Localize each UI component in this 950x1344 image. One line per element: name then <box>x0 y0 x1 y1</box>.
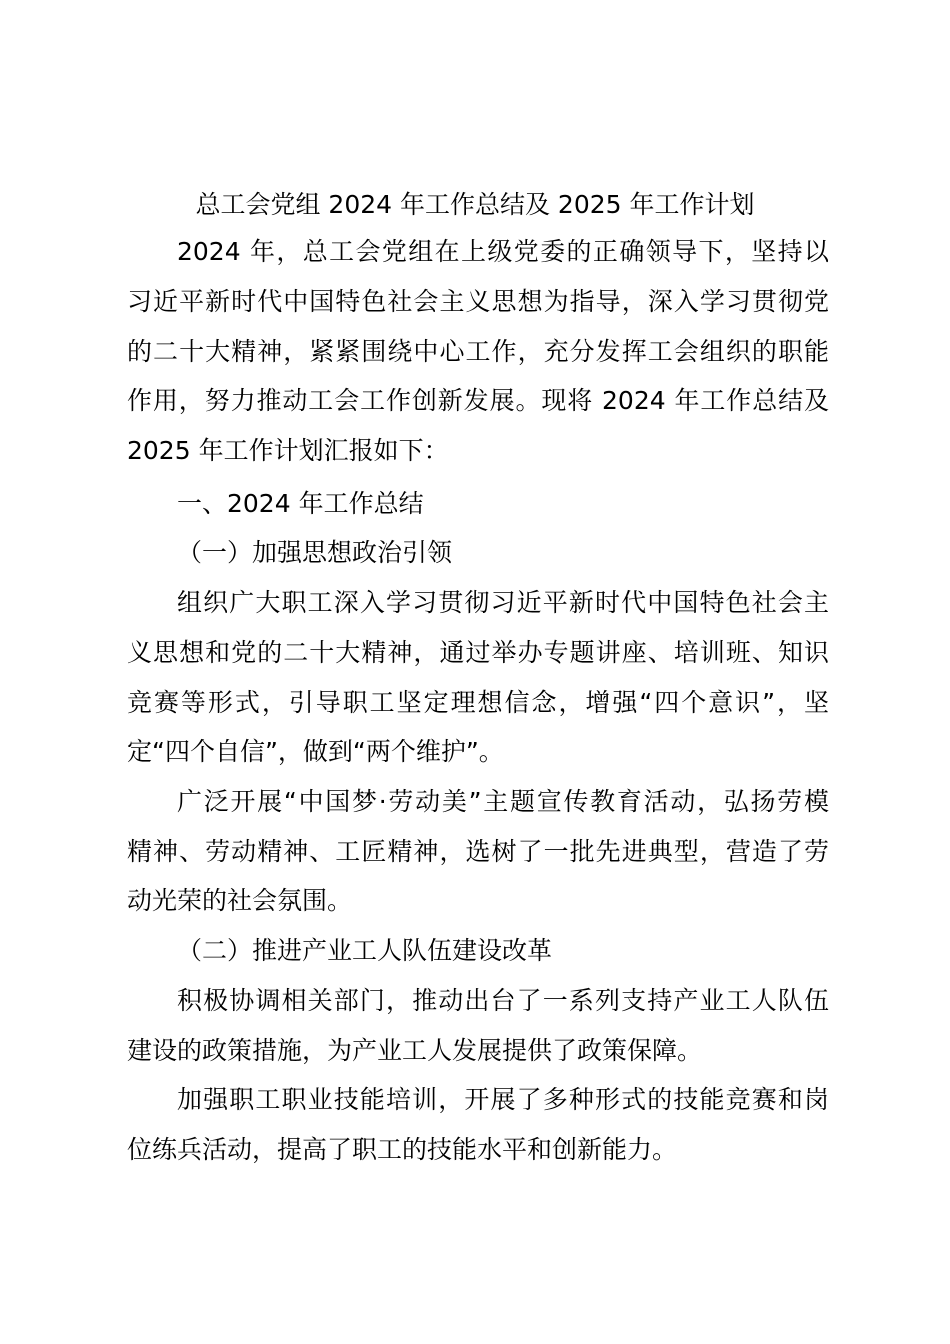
subsection-heading: （一）加强思想政治引领 <box>177 538 453 567</box>
paragraph-line: 动光荣的社会氛围。 <box>127 886 353 915</box>
intro-line: 的二十大精神，紧紧围绕中心工作，充分发挥工会组织的职能 <box>127 337 829 366</box>
paragraph-line: 建设的政策措施，为产业工人发展提供了政策保障。 <box>127 1036 703 1065</box>
paragraph-line: 精神、劳动精神、工匠精神，选树了一批先进典型，营造了劳 <box>127 837 829 866</box>
paragraph-line: 位练兵活动，提高了职工的技能水平和创新能力。 <box>127 1135 678 1164</box>
paragraph-line: 组织广大职工深入学习贯彻习近平新时代中国特色社会主 <box>177 588 829 617</box>
intro-line: 作用，努力推动工会工作创新发展。现将 2024 年工作总结及 <box>127 386 829 415</box>
paragraph-line: 加强职工职业技能培训，开展了多种形式的技能竞赛和岗 <box>177 1085 829 1114</box>
paragraph-line: 义思想和党的二十大精神，通过举办专题讲座、培训班、知识 <box>127 638 829 667</box>
paragraph-line: 积极协调相关部门，推动出台了一系列支持产业工人队伍 <box>177 986 829 1015</box>
intro-line: 2024 年，总工会党组在上级党委的正确领导下，坚持以 <box>177 237 829 266</box>
intro-line: 习近平新时代中国特色社会主义思想为指导，深入学习贯彻党 <box>127 287 829 316</box>
section-heading: 一、2024 年工作总结 <box>177 489 424 518</box>
paragraph-line: 定“四个自信”，做到“两个维护”。 <box>127 737 504 766</box>
subsection-heading: （二）推进产业工人队伍建设改革 <box>177 936 553 965</box>
paragraph-line: 竞赛等形式，引导职工坚定理想信念，增强“四个意识”，坚 <box>127 688 829 717</box>
intro-line: 2025 年工作计划汇报如下： <box>127 436 449 465</box>
paragraph-line: 广泛开展“中国梦·劳动美”主题宣传教育活动，弘扬劳模 <box>177 787 829 816</box>
document-title: 总工会党组 2024 年工作总结及 2025 年工作计划 <box>195 190 755 219</box>
